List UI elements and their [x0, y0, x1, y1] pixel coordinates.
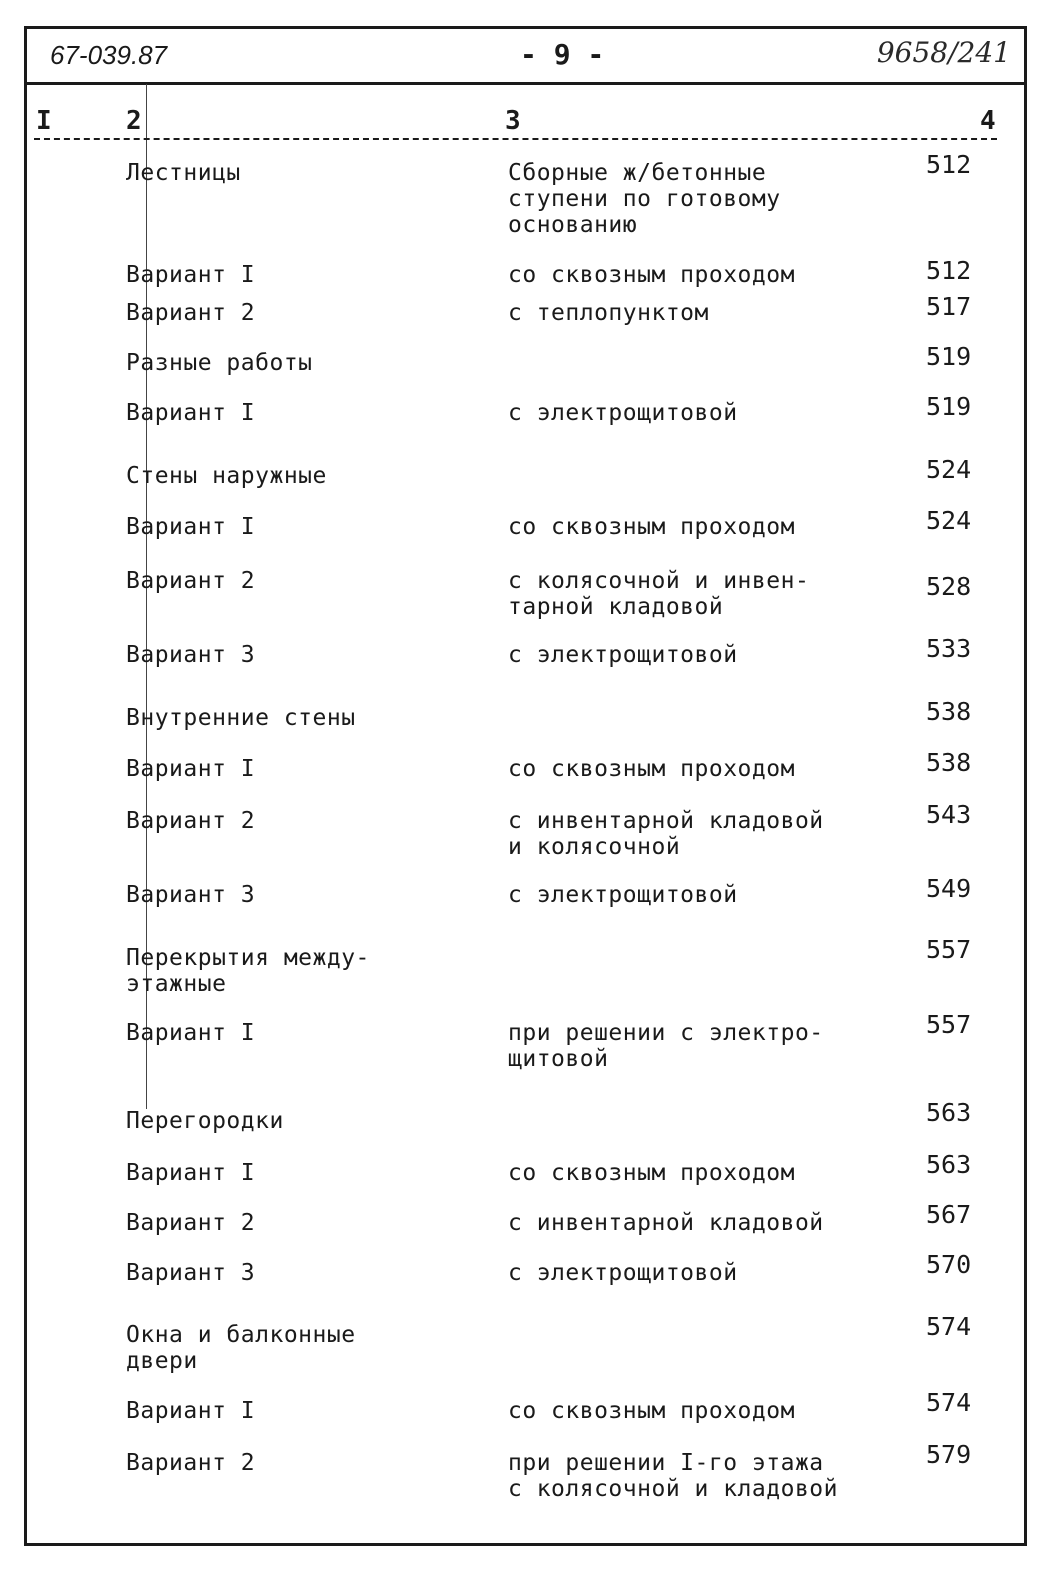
row-section-name: Вариант 2: [126, 568, 256, 594]
row-description: с электрощитовой: [508, 882, 738, 908]
column-number-3: 3: [505, 106, 521, 136]
archive-number: 9658/241: [876, 36, 1011, 69]
row-description: со сквозным проходом: [508, 1398, 795, 1424]
row-description: со сквозным проходом: [508, 756, 795, 782]
row-page-number: 517: [926, 292, 972, 321]
row-page-number: 519: [926, 392, 972, 421]
row-section-name: Вариант 3: [126, 1260, 256, 1286]
row-section-name: Вариант 2: [126, 300, 256, 326]
row-page-number: 579: [926, 1440, 972, 1469]
row-page-number: 519: [926, 342, 972, 371]
row-page-number: 512: [926, 150, 972, 179]
row-description: с инвентарной кладовой и колясочной: [508, 808, 824, 860]
row-description: при решении I-го этажа с колясочной и кладовой: [508, 1450, 838, 1502]
row-description: со сквозным проходом: [508, 262, 795, 288]
row-page-number: 557: [926, 1010, 972, 1039]
column-number-1: I: [36, 106, 52, 136]
row-page-number: 538: [926, 697, 972, 726]
row-section-name: Вариант 2: [126, 808, 256, 834]
row-page-number: 549: [926, 874, 972, 903]
row-section-name: Разные работы: [126, 350, 313, 376]
row-description: при решении с электро- щитовой: [508, 1020, 824, 1072]
row-section-name: Вариант I: [126, 1020, 256, 1046]
row-page-number: 528: [926, 572, 972, 601]
row-section-name: Перекрытия между- этажные: [126, 945, 370, 997]
row-section-name: Вариант I: [126, 514, 256, 540]
row-page-number: 570: [926, 1250, 972, 1279]
row-page-number: 512: [926, 256, 972, 285]
doc-code: 67-039.87: [50, 40, 168, 70]
row-description: с электрощитовой: [508, 642, 738, 668]
row-page-number: 574: [926, 1388, 972, 1417]
header-divider: [27, 82, 1024, 85]
row-section-name: Вариант 3: [126, 642, 256, 668]
row-description: с колясочной и инвен- тарной кладовой: [508, 568, 810, 620]
row-section-name: Перегородки: [126, 1108, 284, 1134]
row-section-name: Стены наружные: [126, 463, 327, 489]
row-page-number: 557: [926, 935, 972, 964]
row-page-number: 543: [926, 800, 972, 829]
page-number: - 9 -: [520, 38, 605, 71]
row-section-name: Вариант 2: [126, 1450, 256, 1476]
row-page-number: 533: [926, 634, 972, 663]
row-description: с инвентарной кладовой: [508, 1210, 824, 1236]
page-frame: [24, 26, 1027, 1546]
row-section-name: Лестницы: [126, 160, 241, 186]
row-description: с теплопунктом: [508, 300, 709, 326]
row-description: Сборные ж/бетонные ступени по готовому основанию: [508, 160, 781, 238]
row-section-name: Вариант I: [126, 1398, 256, 1424]
row-page-number: 567: [926, 1200, 972, 1229]
row-section-name: Вариант I: [126, 756, 256, 782]
row-section-name: Вариант I: [126, 1160, 256, 1186]
row-description: с электрощитовой: [508, 1260, 738, 1286]
row-page-number: 563: [926, 1150, 972, 1179]
row-description: с электрощитовой: [508, 400, 738, 426]
column-header-divider: [34, 138, 997, 140]
row-section-name: Окна и балконные двери: [126, 1322, 356, 1374]
row-section-name: Внутренние стены: [126, 705, 356, 731]
row-section-name: Вариант 3: [126, 882, 256, 908]
row-description: со сквозным проходом: [508, 514, 795, 540]
row-page-number: 574: [926, 1312, 972, 1341]
row-section-name: Вариант I: [126, 400, 256, 426]
row-description: со сквозным проходом: [508, 1160, 795, 1186]
column-number-4: 4: [980, 106, 996, 136]
row-page-number: 524: [926, 506, 972, 535]
row-page-number: 538: [926, 748, 972, 777]
row-page-number: 563: [926, 1098, 972, 1127]
row-section-name: Вариант I: [126, 262, 256, 288]
column-number-2: 2: [126, 106, 142, 136]
row-section-name: Вариант 2: [126, 1210, 256, 1236]
row-page-number: 524: [926, 455, 972, 484]
